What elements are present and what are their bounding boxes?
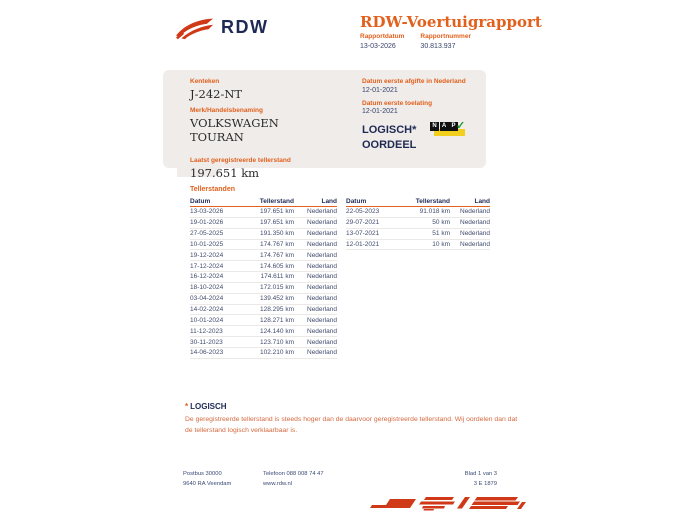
table-cell: 16-12-2024 (190, 273, 224, 281)
table-row (346, 229, 490, 240)
table-cell: 10-01-2025 (190, 240, 224, 248)
table-cell: Nederland (307, 273, 337, 281)
footer-website: www.rdw.nl (263, 481, 292, 488)
table-row (190, 315, 337, 326)
table-body (190, 207, 337, 359)
table-cell: Nederland (307, 316, 337, 324)
footer-address (183, 469, 263, 490)
table-row (190, 294, 337, 305)
afgifte-value: 12-01-2021 (362, 86, 398, 94)
table-header-row (190, 196, 337, 207)
report-date-label: Rapportdatum (360, 33, 405, 40)
rdw-logo (176, 15, 269, 40)
table-row (190, 305, 337, 316)
tellerstanden-table-left (190, 196, 337, 359)
toelating-label: Datum eerste toelating (362, 99, 433, 107)
table-cell: Nederland (307, 295, 337, 303)
report-number-value: 30.813.937 (420, 42, 456, 50)
table-cell: 191.350 km (260, 230, 294, 238)
table-cell: 91.018 km (419, 208, 450, 216)
table-cell: Nederland (307, 327, 337, 335)
footer-form-code: 3 E 1879 (473, 481, 497, 488)
kenteken-value: J-242-NT (190, 86, 243, 101)
table-cell: 128.271 km (260, 316, 294, 324)
tellerstanden-section (190, 186, 490, 359)
tellerstanden-table-right (346, 196, 490, 359)
tellerstand-label: Laatst geregistreerde tellerstand (190, 157, 291, 165)
table-cell: 12-01-2021 (346, 240, 380, 248)
report-date-field (360, 33, 404, 50)
table-cell: 123.710 km (260, 338, 294, 346)
col-header-tellerstand: Tellerstand (259, 197, 294, 205)
table-row (190, 272, 337, 283)
afgifte-field (362, 78, 482, 94)
table-row (346, 207, 490, 218)
footnote-asterisk: * (185, 402, 189, 411)
report-meta (360, 33, 471, 50)
table-row (346, 218, 490, 229)
table-cell: 10-01-2024 (190, 316, 224, 324)
rdw-wing-icon (176, 15, 214, 40)
table-cell: 17-12-2024 (190, 262, 224, 270)
table-cell: 174.767 km (260, 240, 294, 248)
nap-check-icon: ✓ (456, 120, 466, 132)
table-cell: 174.767 km (260, 251, 294, 259)
vehicle-info-column (190, 78, 291, 186)
footnote-body: De geregistreerde tellerstand is steeds hoger dan de daarvoor geregistreerde tellerstand. Wij oordelen dan dat de tellerstand logisch verklaarbaar is. (185, 416, 518, 435)
table-cell: Nederland (307, 306, 337, 314)
table-row (346, 240, 490, 251)
footnote-title (185, 402, 530, 411)
table-cell: Nederland (460, 208, 490, 216)
footer-city: 9640 RA Veendam (183, 481, 232, 488)
nap-logo (430, 122, 472, 140)
table-cell: 14-02-2024 (190, 306, 224, 314)
table-cell: 19-12-2024 (190, 251, 224, 259)
table-cell: 03-04-2024 (190, 295, 224, 303)
table-row (190, 283, 337, 294)
table-cell: Nederland (307, 240, 337, 248)
nap-letter-a: A (440, 122, 449, 131)
col-header-datum: Datum (190, 197, 211, 205)
report-number-field (420, 33, 471, 50)
table-cell: 14-06-2023 (190, 349, 224, 357)
col-header-tellerstand: Tellerstand (415, 197, 450, 205)
nap-letter-n: N (430, 122, 439, 131)
table-cell: 19-01-2026 (190, 219, 224, 227)
table-row (190, 261, 337, 272)
table-body (346, 207, 490, 250)
table-cell: 11-12-2023 (190, 327, 223, 335)
toelating-value: 12-01-2021 (362, 108, 398, 115)
col-header-land: Land (474, 197, 490, 205)
table-row (190, 240, 337, 251)
table-cell: 22-05-2023 (346, 208, 380, 216)
table-cell: 13-07-2021 (346, 230, 380, 238)
tellerstand-value: 197.651 km (190, 165, 260, 180)
table-cell: 29-07-2021 (346, 219, 380, 227)
registration-info-column (362, 78, 482, 153)
table-cell: 172.015 km (260, 284, 294, 292)
page-footer (183, 469, 497, 490)
table-cell: Nederland (307, 338, 337, 346)
tellerstand-field (190, 157, 291, 180)
table-cell: Nederland (307, 349, 337, 357)
logisch-footnote (185, 402, 530, 436)
table-header-row (346, 196, 490, 207)
toelating-field (362, 100, 482, 116)
footer-page-info (465, 469, 497, 490)
page-title: RDW-Voertuigrapport (360, 13, 542, 31)
table-cell: 51 km (432, 230, 450, 238)
vehicle-summary-panel (163, 70, 486, 180)
nap-letter-p: P (449, 122, 458, 131)
logo-wordmark: RDW (221, 17, 269, 37)
table-row (190, 250, 337, 261)
table-cell: 27-05-2025 (190, 230, 224, 238)
table-cell: 128.295 km (260, 306, 294, 314)
merk-field (190, 107, 291, 145)
table-cell: 18-10-2024 (190, 284, 224, 292)
footer-page-number: Blad 1 van 3 (464, 471, 497, 477)
tellerstanden-heading: Tellerstanden (190, 186, 235, 193)
merk-label: Merk/Handelsbenaming (190, 107, 263, 115)
footer-postbus: Postbus 30000 (183, 471, 222, 477)
table-row (190, 229, 337, 240)
footer-phone: Telefoon 088 008 74 47 (263, 471, 324, 477)
table-cell: Nederland (460, 240, 490, 248)
table-cell: 124.140 km (260, 327, 294, 335)
table-cell: Nederland (307, 208, 337, 216)
table-cell: Nederland (307, 262, 337, 270)
table-cell: 102.210 km (260, 349, 294, 357)
table-cell: 50 km (432, 219, 450, 227)
table-cell: 10 km (432, 240, 450, 248)
col-header-datum: Datum (346, 197, 367, 205)
footer-contact (263, 469, 465, 490)
table-cell: 13-03-2026 (190, 208, 224, 216)
table-cell: Nederland (307, 251, 337, 259)
footnote-title-text: LOGISCH (190, 402, 227, 411)
table-cell: 197.651 km (260, 219, 294, 227)
table-cell: 174.611 km (260, 273, 294, 281)
table-row (190, 348, 337, 359)
table-row (190, 326, 337, 337)
kenteken-label: Kenteken (190, 78, 220, 85)
report-number-label: Rapportnummer (420, 33, 471, 40)
oordeel-line2: OORDEEL (362, 138, 417, 151)
table-cell: Nederland (307, 284, 337, 292)
table-row (190, 207, 337, 218)
table-cell: Nederland (460, 219, 490, 227)
table-cell: Nederland (307, 230, 337, 238)
table-cell: 174.605 km (260, 262, 294, 270)
afgifte-label: Datum eerste afgifte in Nederland (362, 78, 466, 85)
report-date-value: 13-03-2026 (360, 42, 396, 50)
table-cell: 197.651 km (260, 208, 294, 216)
table-cell: Nederland (307, 219, 337, 227)
rdw-stripes-decoration (370, 496, 532, 512)
merk-value: VOLKSWAGEN (190, 115, 279, 130)
table-row (190, 337, 337, 348)
table-cell: 139.452 km (260, 295, 294, 303)
kenteken-field (190, 78, 291, 101)
oordeel-line1: LOGISCH* (362, 124, 417, 136)
col-header-land: Land (321, 197, 337, 205)
table-cell: Nederland (460, 230, 490, 238)
table-cell: 30-11-2023 (190, 338, 223, 346)
table-row (190, 218, 337, 229)
model-value: TOURAN (190, 130, 244, 145)
